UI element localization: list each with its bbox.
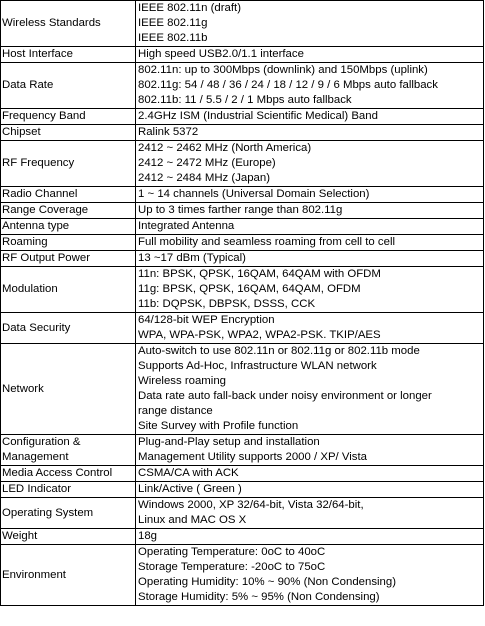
spec-label: Data Security	[1, 313, 136, 344]
spec-value	[136, 251, 484, 267]
spec-label: Frequency Band	[1, 109, 136, 125]
spec-value-line: Data rate auto fall-back under noisy environment or longer	[138, 390, 432, 402]
spec-value	[136, 63, 484, 109]
spec-value-line: Ralink 5372	[138, 126, 199, 138]
spec-value	[136, 313, 484, 344]
spec-row	[1, 267, 484, 313]
spec-row	[1, 529, 484, 545]
spec-value-line: 1 ~ 14 channels (Universal Domain Selection)	[138, 188, 370, 200]
spec-row	[1, 141, 484, 187]
spec-label: Antenna type	[1, 219, 136, 235]
spec-value-line: IEEE 802.11b	[138, 32, 208, 44]
spec-row	[1, 219, 484, 235]
spec-label: Range Coverage	[1, 203, 136, 219]
spec-row	[1, 435, 484, 466]
spec-table-body	[1, 1, 484, 606]
spec-value-line: Storage Temperature: -20oC to 75oC	[138, 561, 326, 573]
spec-value-line: 13 ~17 dBm (Typical)	[138, 252, 246, 264]
spec-value-line: High speed USB2.0/1.1 interface	[138, 48, 304, 60]
spec-value-line: Windows 2000, XP 32/64-bit, Vista 32/64-bit,	[138, 499, 364, 511]
spec-row	[1, 251, 484, 267]
spec-value	[136, 482, 484, 498]
spec-value-line: Up to 3 times farther range than 802.11g	[138, 204, 343, 216]
spec-value	[136, 344, 484, 435]
spec-row	[1, 109, 484, 125]
spec-value	[136, 47, 484, 63]
spec-value	[136, 545, 484, 606]
spec-value-line: Site Survey with Profile function	[138, 420, 299, 432]
spec-label: RF Frequency	[1, 141, 136, 187]
spec-value-line: 11n: BPSK, QPSK, 16QAM, 64QAM with OFDM	[138, 268, 381, 280]
spec-label: Modulation	[1, 267, 136, 313]
spec-label: Data Rate	[1, 63, 136, 109]
spec-label: Media Access Control	[1, 466, 136, 482]
spec-value-line: IEEE 802.11g	[138, 17, 208, 29]
spec-label: Environment	[1, 545, 136, 606]
spec-value-line: Operating Humidity: 10% ~ 90% (Non Condensing)	[138, 576, 397, 588]
spec-value-line: 64/128-bit WEP Encryption	[138, 314, 275, 326]
spec-label: Radio Channel	[1, 187, 136, 203]
spec-value-line: 802.11n: up to 300Mbps (downlink) and 150Mbps (uplink)	[138, 64, 428, 76]
spec-value	[136, 1, 484, 47]
spec-value	[136, 219, 484, 235]
spec-row	[1, 344, 484, 435]
spec-value	[136, 125, 484, 141]
spec-value-line: Auto-switch to use 802.11n or 802.11g or 802.11b mode	[138, 345, 420, 357]
spec-value	[136, 435, 484, 466]
spec-value	[136, 203, 484, 219]
spec-row	[1, 466, 484, 482]
spec-value-line: IEEE 802.11n (draft)	[138, 2, 241, 14]
spec-value-line: 2412 ~ 2484 MHz (Japan)	[138, 172, 271, 184]
spec-row	[1, 63, 484, 109]
spec-value	[136, 466, 484, 482]
spec-value-line: CSMA/CA with ACK	[138, 467, 239, 479]
spec-row	[1, 482, 484, 498]
spec-value	[136, 529, 484, 545]
spec-row	[1, 47, 484, 63]
spec-value-line: range distance	[138, 405, 213, 417]
spec-row	[1, 203, 484, 219]
spec-label: Operating System	[1, 498, 136, 529]
spec-row	[1, 125, 484, 141]
spec-value	[136, 141, 484, 187]
spec-row	[1, 235, 484, 251]
spec-value	[136, 235, 484, 251]
spec-value-line: WPA, WPA-PSK, WPA2, WPA2-PSK. TKIP/AES	[138, 329, 381, 341]
spec-value-line: 11b: DQPSK, DBPSK, DSSS, CCK	[138, 298, 316, 310]
spec-value-line: Linux and MAC OS X	[138, 514, 247, 526]
spec-row	[1, 498, 484, 529]
spec-value-line: Management Utility supports 2000 / XP/ Vista	[138, 451, 367, 463]
spec-value-line: Link/Active ( Green )	[138, 483, 242, 495]
spec-value-line: 802.11b: 11 / 5.5 / 2 / 1 Mbps auto fallback	[138, 94, 352, 106]
spec-label: Weight	[1, 529, 136, 545]
spec-label: LED Indicator	[1, 482, 136, 498]
spec-value	[136, 498, 484, 529]
spec-row	[1, 545, 484, 606]
spec-row	[1, 313, 484, 344]
spec-label: RF Output Power	[1, 251, 136, 267]
spec-value-line: Integrated Antenna	[138, 220, 235, 232]
spec-value-line: Plug-and-Play setup and installation	[138, 436, 320, 448]
spec-value-line: 2.4GHz ISM (Industrial Scientific Medical) Band	[138, 110, 378, 122]
spec-value-line: 18g	[138, 530, 158, 542]
spec-label: Chipset	[1, 125, 136, 141]
spec-value-line: 802.11g: 54 / 48 / 36 / 24 / 18 / 12 / 9 / 6 Mbps auto fallback	[138, 79, 438, 91]
spec-label: Network	[1, 344, 136, 435]
spec-value-line: 2412 ~ 2462 MHz (North America)	[138, 142, 312, 154]
spec-value	[136, 267, 484, 313]
spec-label: Wireless Standards	[1, 1, 136, 47]
spec-label: Roaming	[1, 235, 136, 251]
spec-value-line: Full mobility and seamless roaming from cell to cell	[138, 236, 396, 248]
spec-value-line: Storage Humidity: 5% ~ 95% (Non Condensing)	[138, 591, 380, 603]
spec-row	[1, 1, 484, 47]
spec-row	[1, 187, 484, 203]
spec-label: Configuration & Management	[1, 435, 136, 466]
spec-value-line: Wireless roaming	[138, 375, 226, 387]
spec-value-line: Supports Ad-Hoc, Infrastructure WLAN network	[138, 360, 377, 372]
spec-value-line: 11g: BPSK, QPSK, 16QAM, 64QAM, OFDM	[138, 283, 361, 295]
spec-label: Host Interface	[1, 47, 136, 63]
spec-value	[136, 187, 484, 203]
spec-value-line: 2412 ~ 2472 MHz (Europe)	[138, 157, 276, 169]
spec-value-line: Operating Temperature: 0oC to 40oC	[138, 546, 326, 558]
spec-value	[136, 109, 484, 125]
